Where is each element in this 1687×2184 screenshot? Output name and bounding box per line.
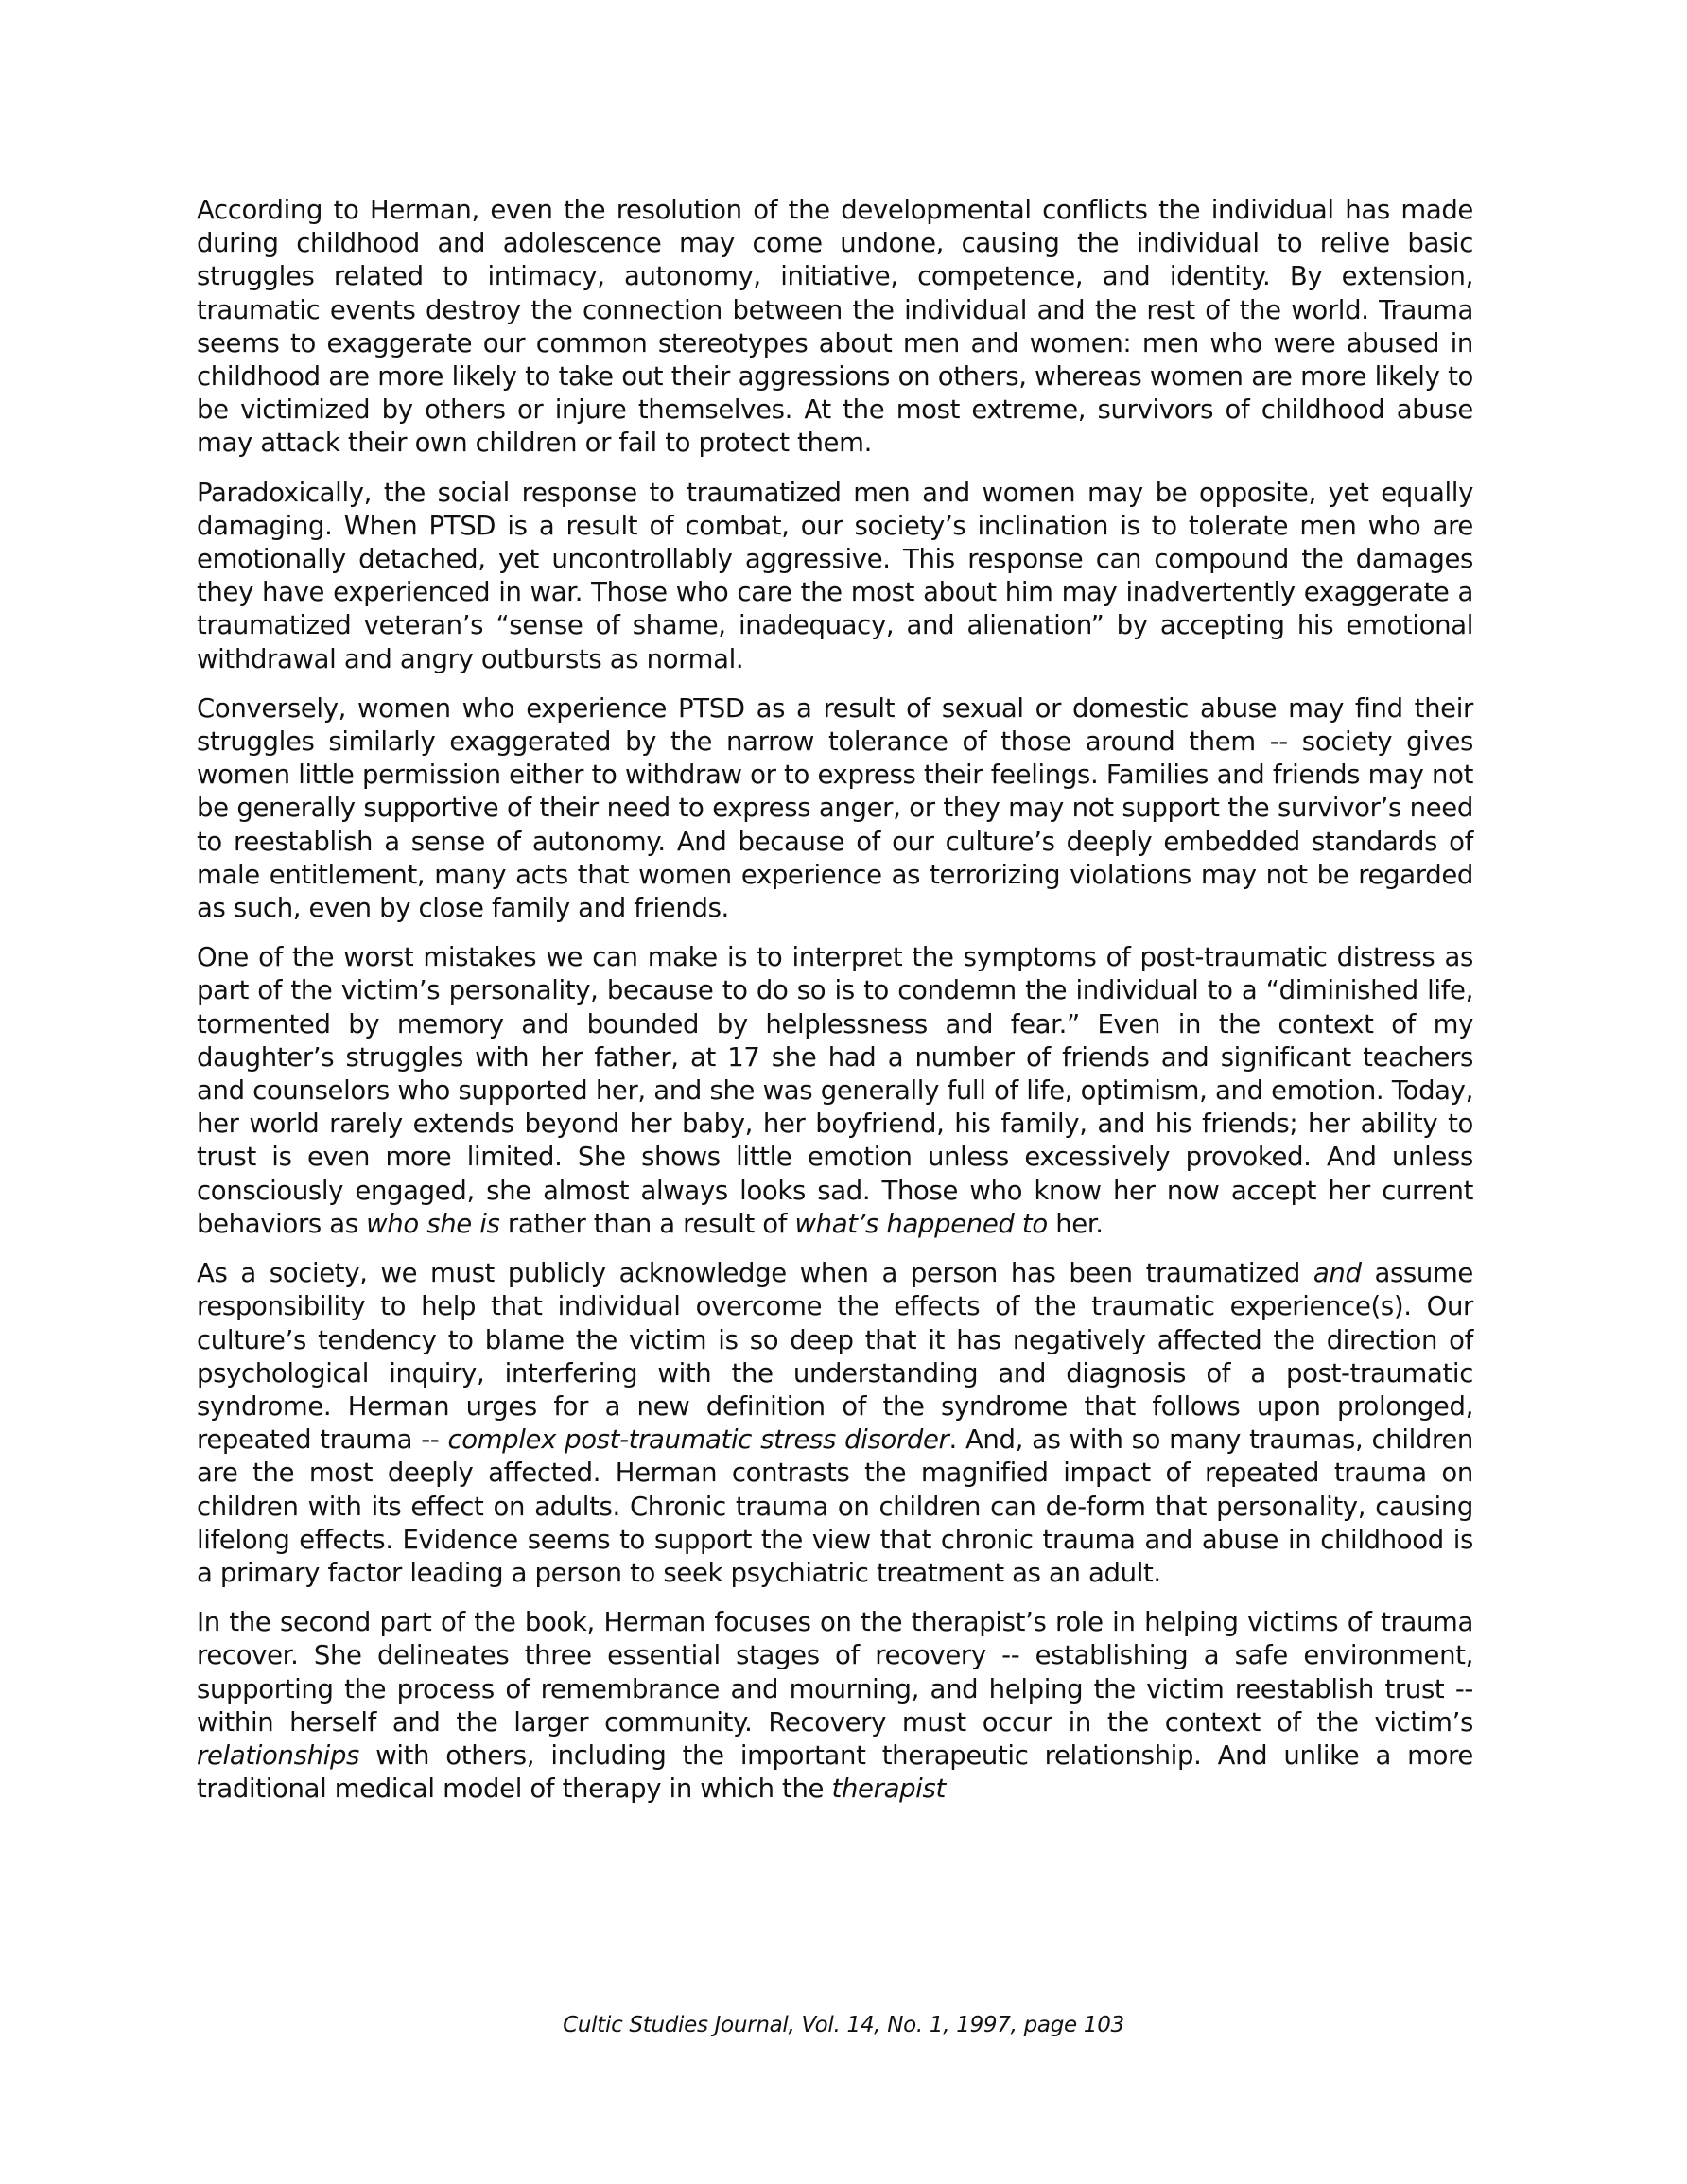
paragraph xyxy=(197,941,1473,1241)
paragraph xyxy=(197,477,1473,676)
page-footer-citation: Cultic Studies Journal, Vol. 14, No. 1, 1997, page 103 xyxy=(563,2013,1124,2037)
italic-text-run: and xyxy=(1313,1258,1362,1289)
text-run: One of the worst mistakes we can make is to interpret the symptoms of post-traumatic distress as part of the victim’s personality, because to do so is to condemn the individual to a “diminished life, tormented by memory and bounded by helplessness and fear.” Even in the context of my daughter’s struggles with her father, at 17 she had a number of friends and significant teachers and counselors who supported her, and she was generally full of life, optimism, and emotion. Today, her world rarely extends beyond her baby, her boyfriend, his family, and his friends; her ability to trust is even more limited. She shows little emotion unless excessively provoked. And unless consciously engaged, she almost always looks sad. Those who know her now accept her current behaviors as xyxy=(197,942,1473,1239)
paragraph xyxy=(197,692,1473,925)
text-run: her. xyxy=(1047,1208,1104,1239)
text-run: rather than a result of xyxy=(499,1208,795,1239)
text-run: According to Herman, even the resolution of the developmental conflicts the individual has made during childhood and adolescence may come undone, causing the individual to relive basic struggles related to intimacy, autonomy, initiative, competence, and identity. By extension, traumatic events destroy the connection between the individual and the rest of the world. Trauma seems to exaggerate our common stereotypes about men and women: men who were abused in childhood are more likely to take out their aggressions on others, whereas women are more likely to be victimized by others or injure themselves. At the most extreme, survivors of childhood abuse may attack their own children or fail to protect them. xyxy=(197,195,1473,459)
text-run: with others, including the important therapeutic relationship. And unlike a more traditional medical model of therapy in which the xyxy=(197,1739,1473,1805)
text-run: Conversely, women who experience PTSD as a result of sexual or domestic abuse may find their struggles similarly exaggerated by the narrow tolerance of those around them -- society gives women little permission either to withdraw or to express their feelings. Families and friends may not be generally supportive of their need to express anger, or they may not support the survivor’s need to reestablish a sense of autonomy. And because of our culture’s deeply embedded standards of male entitlement, many acts that women experience as terrorizing violations may not be regarded as such, even by close family and friends. xyxy=(197,692,1473,924)
text-run: . And, as with so many traumas, children are the most deeply affected. Herman contrasts the magnified impact of repeated trauma on children with its effect on adults. Chronic trauma on children can de-form that personality, causing lifelong effects. Evidence seems to support the view that chronic trauma and abuse in childhood is a primary factor leading a person to seek psychiatric treatment as an adult. xyxy=(197,1424,1474,1588)
paragraph xyxy=(197,194,1473,461)
paragraph xyxy=(197,1606,1473,1806)
italic-text-run: relationships xyxy=(197,1739,360,1771)
text-run: Paradoxically, the social response to traumatized men and women may be opposite, yet equally damaging. When PTSD is a result of combat, our society’s inclination is to tolerate men who are emotionally detached, yet uncontrollably aggressive. This response can compound the damages they have experienced in war. Those who care the most about him may inadvertently exaggerate a traumatized veteran’s “sense of shame, inadequacy, and alienation” by accepting his emotional withdrawal and angry outbursts as normal. xyxy=(197,477,1473,674)
italic-text-run: who she is xyxy=(366,1208,500,1239)
text-run: In the second part of the book, Herman focuses on the therapist’s role in helping victims of trauma recover. She delineates three essential stages of recovery -- establishing a safe environment, supporting the process of remembrance and mourning, and helping the victim reestablish trust -- within herself and the larger community. Recovery must occur in the context of the victim’s xyxy=(197,1607,1473,1738)
text-run: assume responsibility to help that individual overcome the effects of the traumatic experience(s). Our culture’s tendency to blame the victim is so deep that it has negatively affected the direction of psychological inquiry, interfering with the understanding and diagnosis of a post-traumatic syndrome. Herman urges for a new definition of the syndrome that follows upon prolonged, repeated trauma -- xyxy=(197,1258,1473,1456)
italic-text-run: what’s happened to xyxy=(794,1208,1048,1239)
italic-text-run: complex post-traumatic stress disorder xyxy=(447,1424,949,1456)
text-run: As a society, we must publicly acknowledge when a person has been traumatized xyxy=(197,1258,1313,1289)
document-body xyxy=(197,194,1473,1822)
italic-text-run: therapist xyxy=(831,1773,946,1805)
paragraph xyxy=(197,1257,1473,1590)
